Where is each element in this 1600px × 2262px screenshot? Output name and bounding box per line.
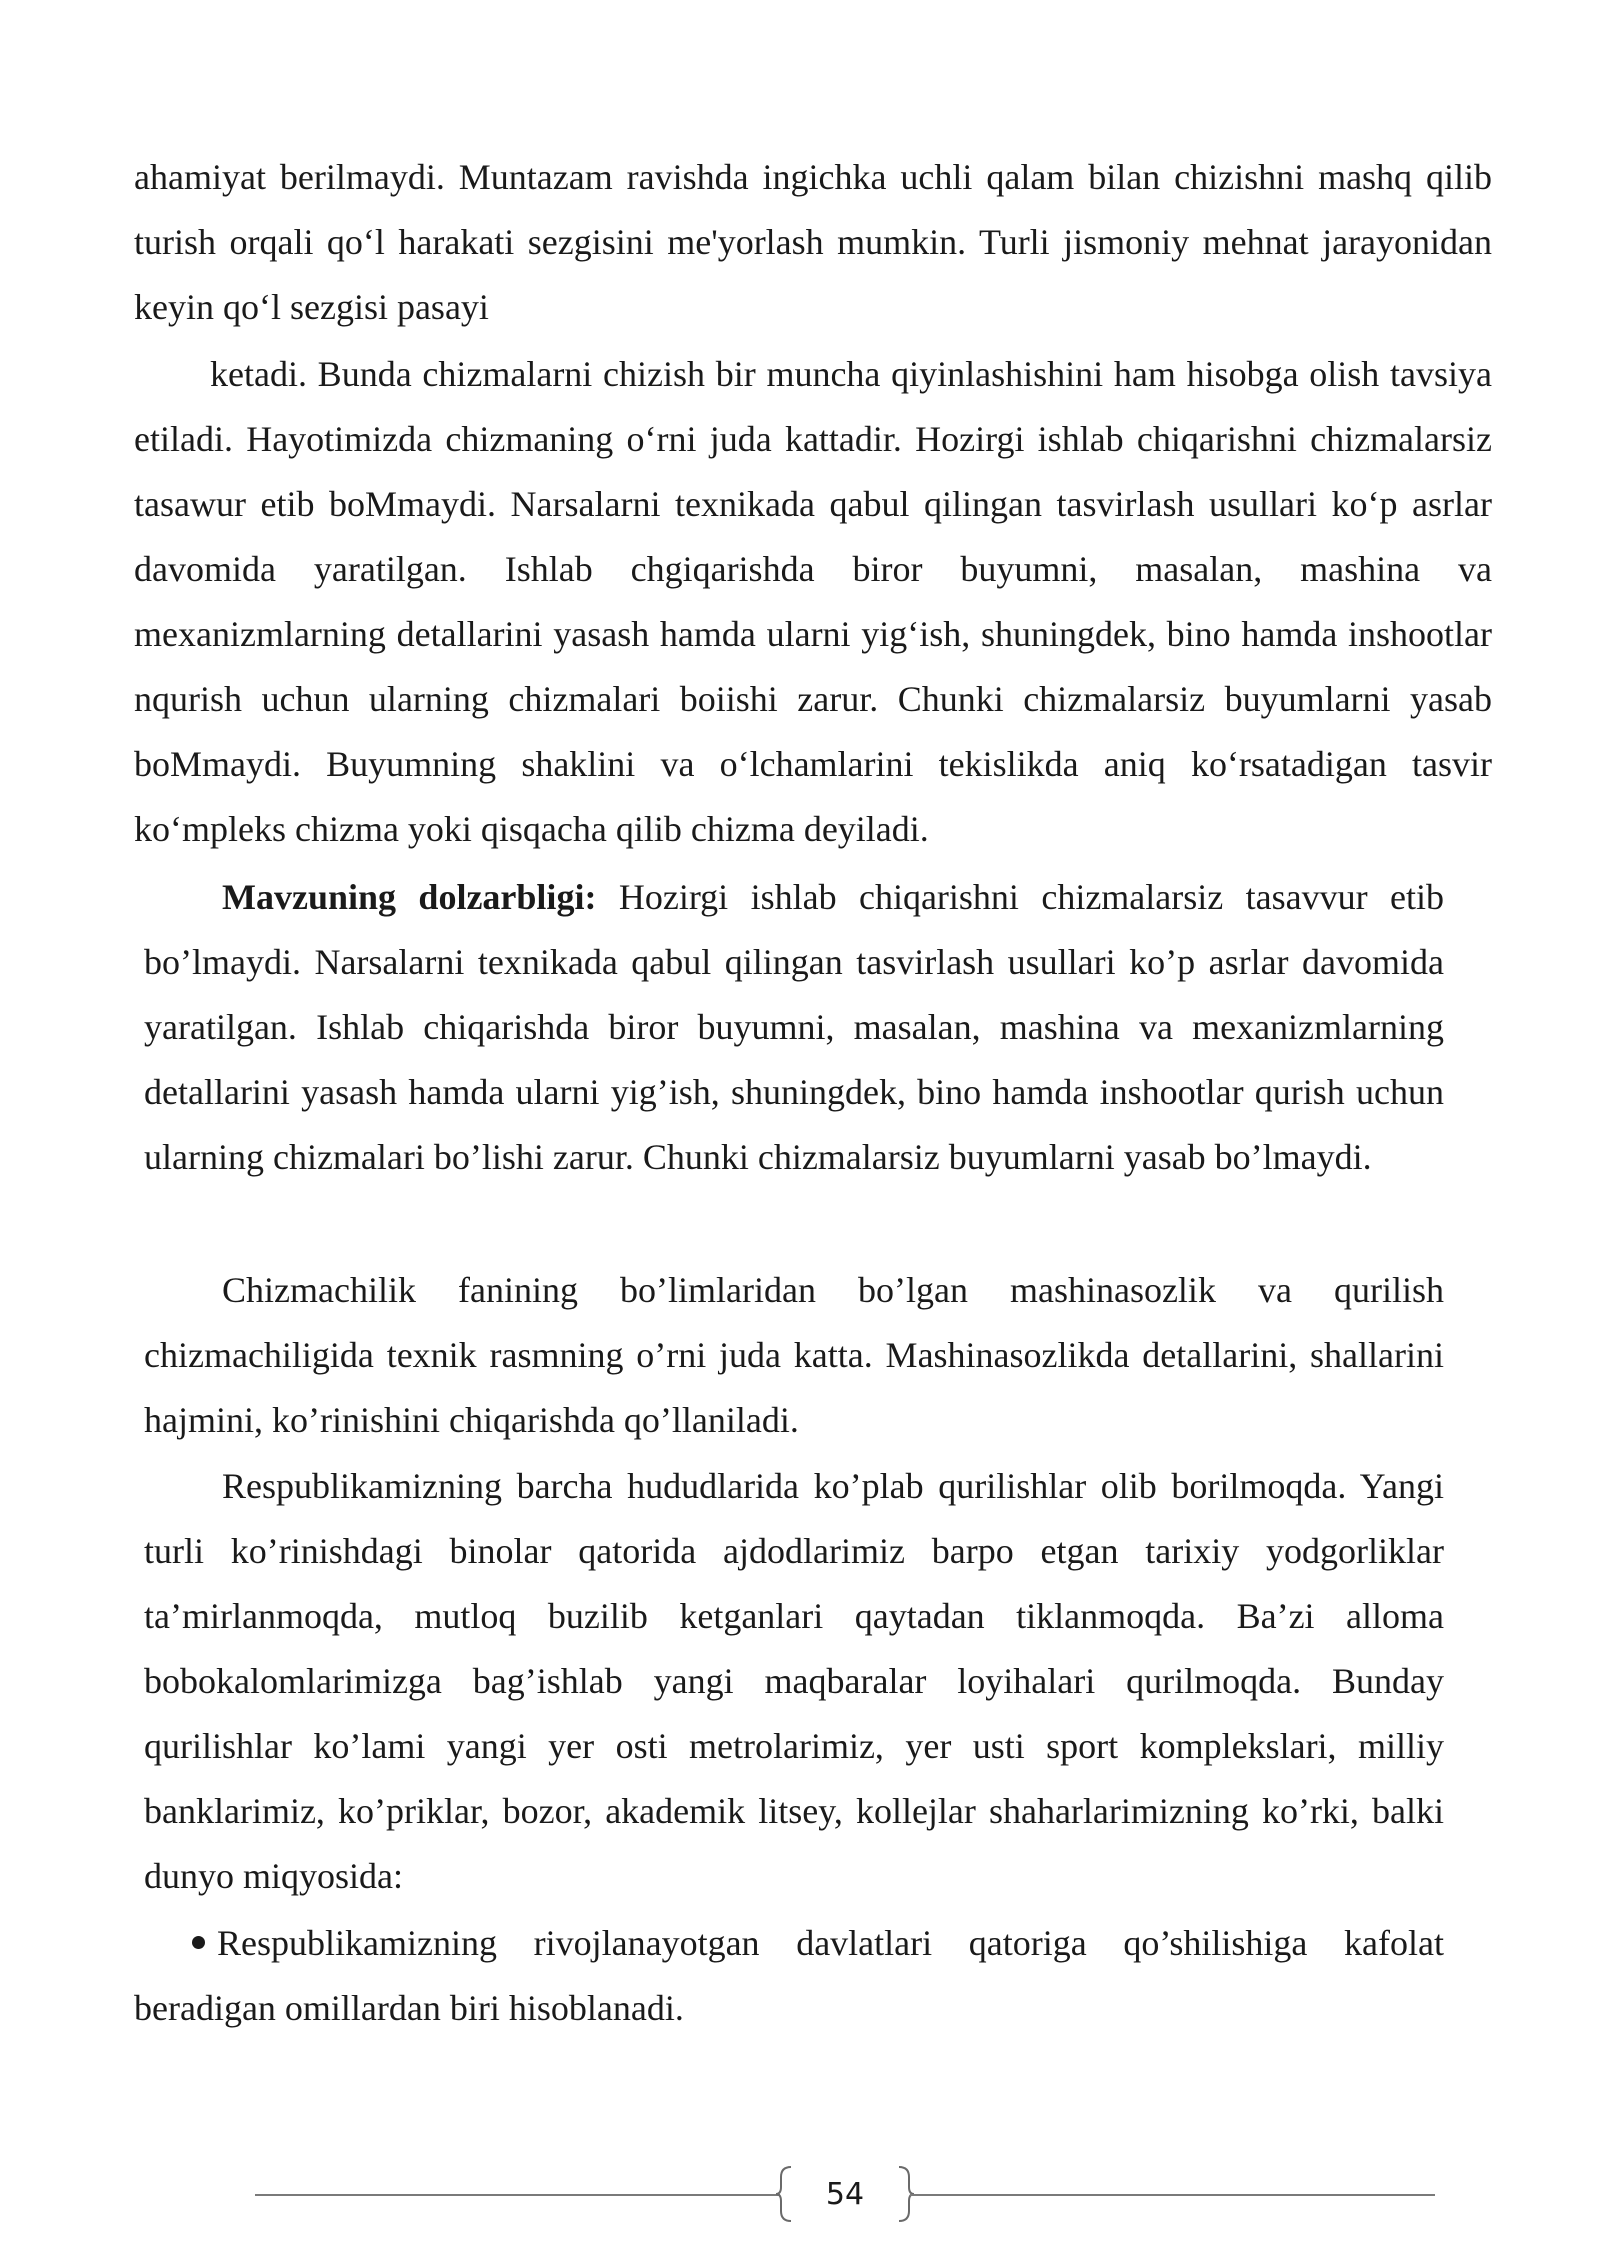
paragraph-continuation (134, 145, 1492, 340)
footer-rule-right (910, 2194, 1435, 2196)
page-number: 54 (825, 2177, 865, 2212)
paragraph-text: ketadi. Bunda chizmalarni chizish bir muncha qiyinlashishini ham hisobga olish tavsiya etiladi. Hayotimizda chizmaning o‘rni juda kattadir. Hozirgi ishlab chiqarishni chizmalarsiz tasawur etib boMmaydi. Narsalarni texnikada qabul qilingan tasvirlash usullari ko‘p asrlar davomida yaratilgan. Ishlab chgiqarishda biror buyumni, masalan, mashina va mexanizmlarning detallarini yasash hamda ularni yig‘ish, shuningdek, bino hamda inshootlar nqurish uchun ularning chizmalari boiishi zarur. Chunki chizmalarsiz buyumlarni yasab boMmaydi. Buyumning shaklini va o‘lchamlarini tekislikda aniq ko‘rsatadigan tasvir ko‘mpleks chizma yoki qisqacha qilib chizma deyiladi. (134, 354, 1492, 849)
left-brace-icon (775, 2165, 793, 2223)
footer-rule-left (255, 2194, 780, 2196)
paragraph-text: Hozirgi ishlab chiqarishni chizmalarsiz tasavvur etib bo’lmaydi. Narsalarni texnikada qabul qilingan tasvirlash usullari ko’p asrlar davomida yaratilgan. Ishlab chiqarishda biror buyumni, masalan, mashina va mexanizmlarning detallarini yasash hamda ularni yig’ish, shuningdek, bino hamda inshootlar qurish uchun ularning chizmalari bo’lishi zarur. Chunki chizmalarsiz buyumlarni yasab bo’lmaydi. (144, 877, 1444, 1177)
page-footer (255, 2165, 1435, 2225)
bullet-icon (192, 1936, 205, 1949)
paragraph-topic-relevance (144, 865, 1444, 1190)
paragraph-text: Respublikamizning barcha hududlarida ko’plab qurilishlar olib borilmoqda. Yangi turli ko’rinishdagi binolar qatorida ajdodlarimiz barpo etgan tarixiy yodgorliklar ta’mirlanmoqda, mutloq buzilib ketganlari qaytadan tiklanmoqda. Ba’zi alloma bobokalomlarimizga bag’ishlab yangi maqbaralar loyihalari qurilmoqda. Bunday qurilishlar ko’lami yangi yer osti metrolarimiz, yer usti sport komplekslari, milliy banklarimiz, ko’priklar, bozor, akademik litsey, kollejlar shaharlarimizning ko’rki, balki dunyo miqyosida: (144, 1466, 1444, 1896)
paragraph-construction (144, 1454, 1444, 1909)
bullet-item (134, 1911, 1444, 2041)
paragraph-drawing-importance (134, 342, 1492, 862)
paragraph-text: ahamiyat berilmaydi. Muntazam ravishda ingichka uchli qalam bilan chizishni mashq qilib turish orqali qo‘l harakati sezgisini me'yorlash mumkin. Turli jismoniy mehnat jarayonidan keyin qo‘l sezgisi pasayi (134, 157, 1492, 327)
paragraph-technical-drawing (144, 1258, 1444, 1453)
bullet-text: Respublikamizning rivojlanayotgan davlatlari qatoriga qo’shilishiga kafolat beradigan omillardan biri hisoblanadi. (134, 1923, 1444, 2028)
topic-relevance-label: Mavzuning dolzarbligi: (222, 877, 597, 917)
paragraph-text: Chizmachilik fanining bo’limlaridan bo’lgan mashinasozlik va qurilish chizmachiligida texnik rasmning o’rni juda katta. Mashinasozlikda detallarini, shallarini hajmini, ko’rinishini chiqarishda qo’llaniladi. (144, 1270, 1444, 1440)
